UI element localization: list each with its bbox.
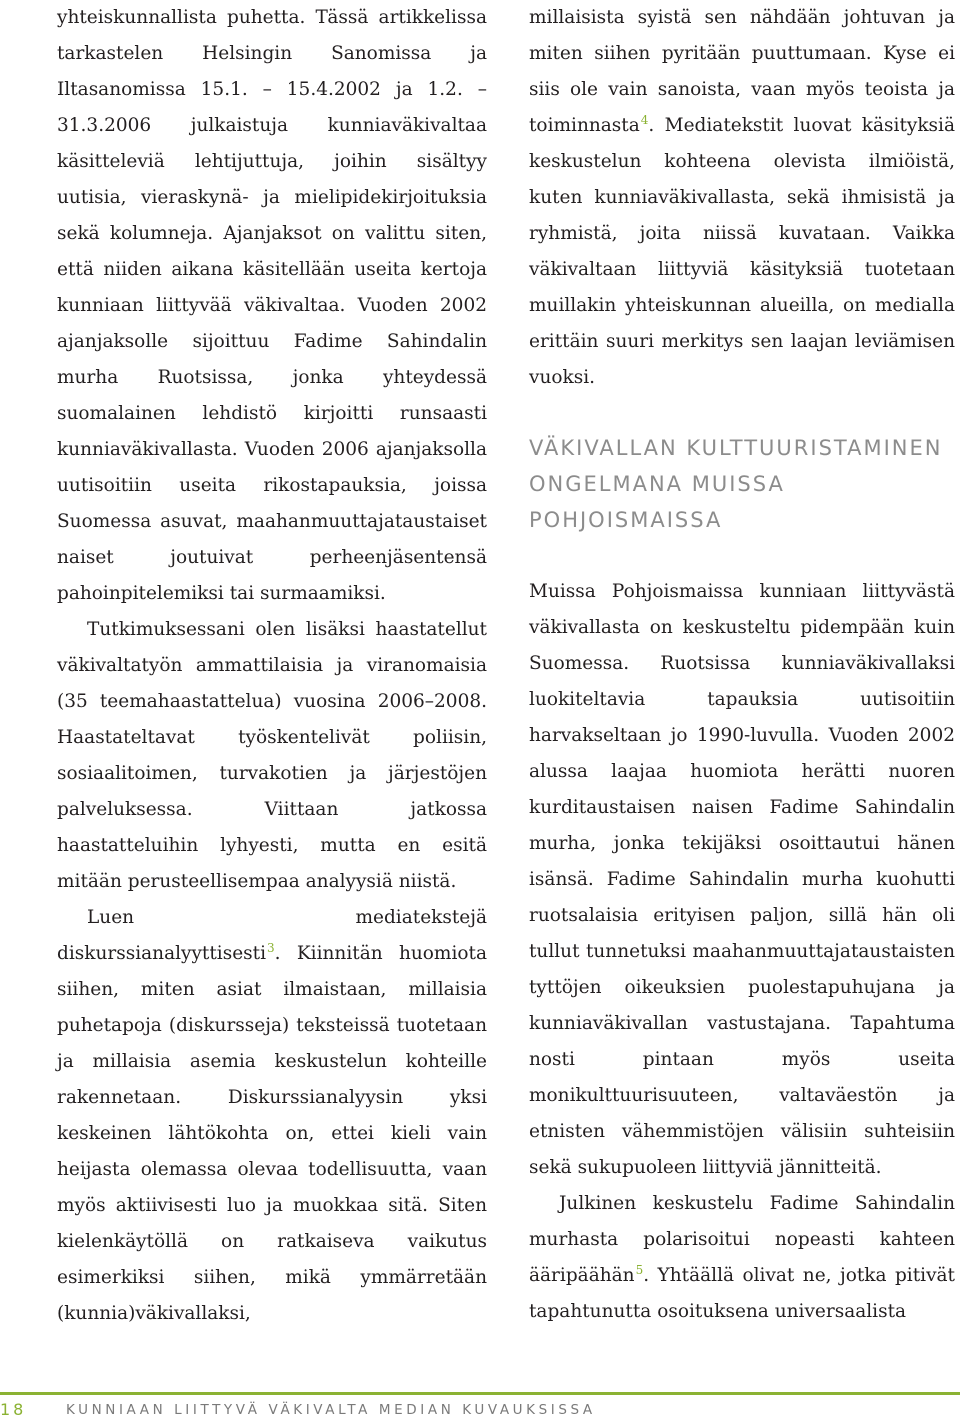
page-footer bbox=[0, 1392, 960, 1422]
paragraph-text: . Yhtäällä olivat ne, jotka pitivät tapahtunutta osoituksena universaalista bbox=[529, 1265, 955, 1322]
left-column bbox=[57, 0, 487, 1332]
paragraph bbox=[529, 1186, 955, 1330]
paragraph-text: Tutkimuksessani olen lisäksi haastatellut väkivaltatyön ammattilaisia ja viranomaisia (35 teemahaastattelua) vuosina 2006–2008. Haastateltavat työskentelivät poliisin, sosiaalitoimen, turvakotien ja järjestöjen palveluksessa. Viittaan jatkossa haastatteluihin lyhyesti, mutta en esitä mitään perusteellisempaa analyysiä niistä. bbox=[57, 619, 487, 892]
paragraph-text: . Kiinnitän huomiota siihen, miten asiat ilmaistaan, millaisia puhetapoja (diskursseja) teksteissä tuotetaan ja millaisia asemia keskustelun kohteille rakennetaan. Diskurssianalyysin yksi keskeinen lähtökohta on, ettei kieli vain heijasta olemassa olevaa todellisuutta, vaan myös aktiivisesti luo ja muokkaa sitä. Siten kielenkäytöllä on ratkaiseva vaikutus esimerkiksi siihen, mikä ymmärretään (kunnia)väkivallaksi, bbox=[57, 943, 487, 1324]
section-heading-line: VÄKIVALLAN KULTTUURISTAMINEN bbox=[529, 436, 943, 460]
paragraph-text: Luen mediatekstejä diskurssianalyyttisesti bbox=[57, 907, 487, 964]
paragraph bbox=[57, 0, 487, 612]
footnote-marker[interactable]: 3 bbox=[267, 941, 275, 955]
paragraph bbox=[529, 574, 955, 1186]
section-heading bbox=[529, 430, 955, 538]
running-title: KUNNIAAN LIITTYVÄ VÄKIVALTA MEDIAN KUVAUKSISSA bbox=[66, 1402, 596, 1418]
paragraph-text: . Mediatekstit luovat käsityksiä keskustelun kohteena olevista ilmiöistä, kuten kunniaväkivallasta, sekä ihmisistä ja ryhmistä, joita niissä kuvataan. Vaikka väkivaltaan liittyviä käsityksiä tuotetaan muillakin yhteiskunnan alueilla, on medialla erittäin suuri merkitys sen laajan leviämisen vuoksi. bbox=[529, 115, 955, 388]
footnote-marker[interactable]: 5 bbox=[635, 1263, 644, 1277]
page-number: 18 bbox=[0, 1400, 27, 1419]
paragraph bbox=[529, 0, 955, 396]
paragraph-text: Muissa Pohjoismaissa kunniaan liittyvästä väkivallasta on keskusteltu pidempään kuin Suomessa. Ruotsissa kunniaväkivallaksi luokiteltavia tapauksia uutisoitiin harvakseltaan jo 1990-luvulla. Vuoden 2002 alussa laajaa huomiota herätti nuoren kurditaustaisen naisen Fadime Sahindalin murha, jonka tekijäksi osoittautui hänen isänsä. Fadime Sahindalin murha kuohutti ruotsalaisia erityisen paljon, sillä hän oli tullut tunnetuksi maahanmuuttajataustaisten tyttöjen oikeuksien puolestapuhujana ja kunniaväkivallan vastustajana. Tapahtuma nosti pintaan myös useita monikulttuurisuuteen, valtaväestön ja etnisten vähemmistöjen välisiin suhteisiin sekä sukupuoleen liittyviä jännitteitä. bbox=[529, 581, 955, 1178]
right-column bbox=[529, 0, 955, 1330]
paragraph-text: Julkinen keskustelu Fadime Sahindalin murhasta polarisoitui nopeasti kahteen ääripäähän bbox=[529, 1193, 955, 1286]
section-heading-line: POHJOISMAISSA bbox=[529, 508, 723, 532]
section-heading-line: ONGELMANA MUISSA bbox=[529, 472, 785, 496]
paragraph-text: millaisista syistä sen nähdään johtuvan ja miten siihen pyritään puuttumaan. Kyse ei siis ole vain sanoista, vaan myös teoista ja toiminnasta bbox=[529, 7, 955, 136]
paragraph-text: yhteiskunnallista puhetta. Tässä artikkelissa tarkastelen Helsingin Sanomissa ja Iltasanomissa 15.1. – 15.4.2002 ja 1.2. – 31.3.2006 julkaistuja kunniaväkivaltaa käsitteleviä lehtijuttuja, joihin sisältyy uutisia, vieraskynä- ja mielipidekirjoituksia sekä kolumneja. Ajanjaksot on valittu siten, että niiden aikana käsitellään useita kertoja kunniaan liittyvää väkivaltaa. Vuoden 2002 ajanjaksolle sijoittuu Fadime Sahindalin murha Ruotsissa, jonka yhteydessä suomalainen lehdistö kirjoitti runsaasti kunniaväkivallasta. Vuoden 2006 ajanjaksolla uutisoitiin useita rikostapauksia, joissa Suomessa asuvat, maahanmuuttajataustaiset naiset joutuivat perheenjäsentensä pahoinpitelemiksi tai surmaamiksi. bbox=[57, 7, 487, 604]
paragraph bbox=[57, 612, 487, 900]
paragraph bbox=[57, 900, 487, 1332]
footnote-marker[interactable]: 4 bbox=[640, 113, 649, 127]
footer-rule bbox=[0, 1392, 960, 1395]
